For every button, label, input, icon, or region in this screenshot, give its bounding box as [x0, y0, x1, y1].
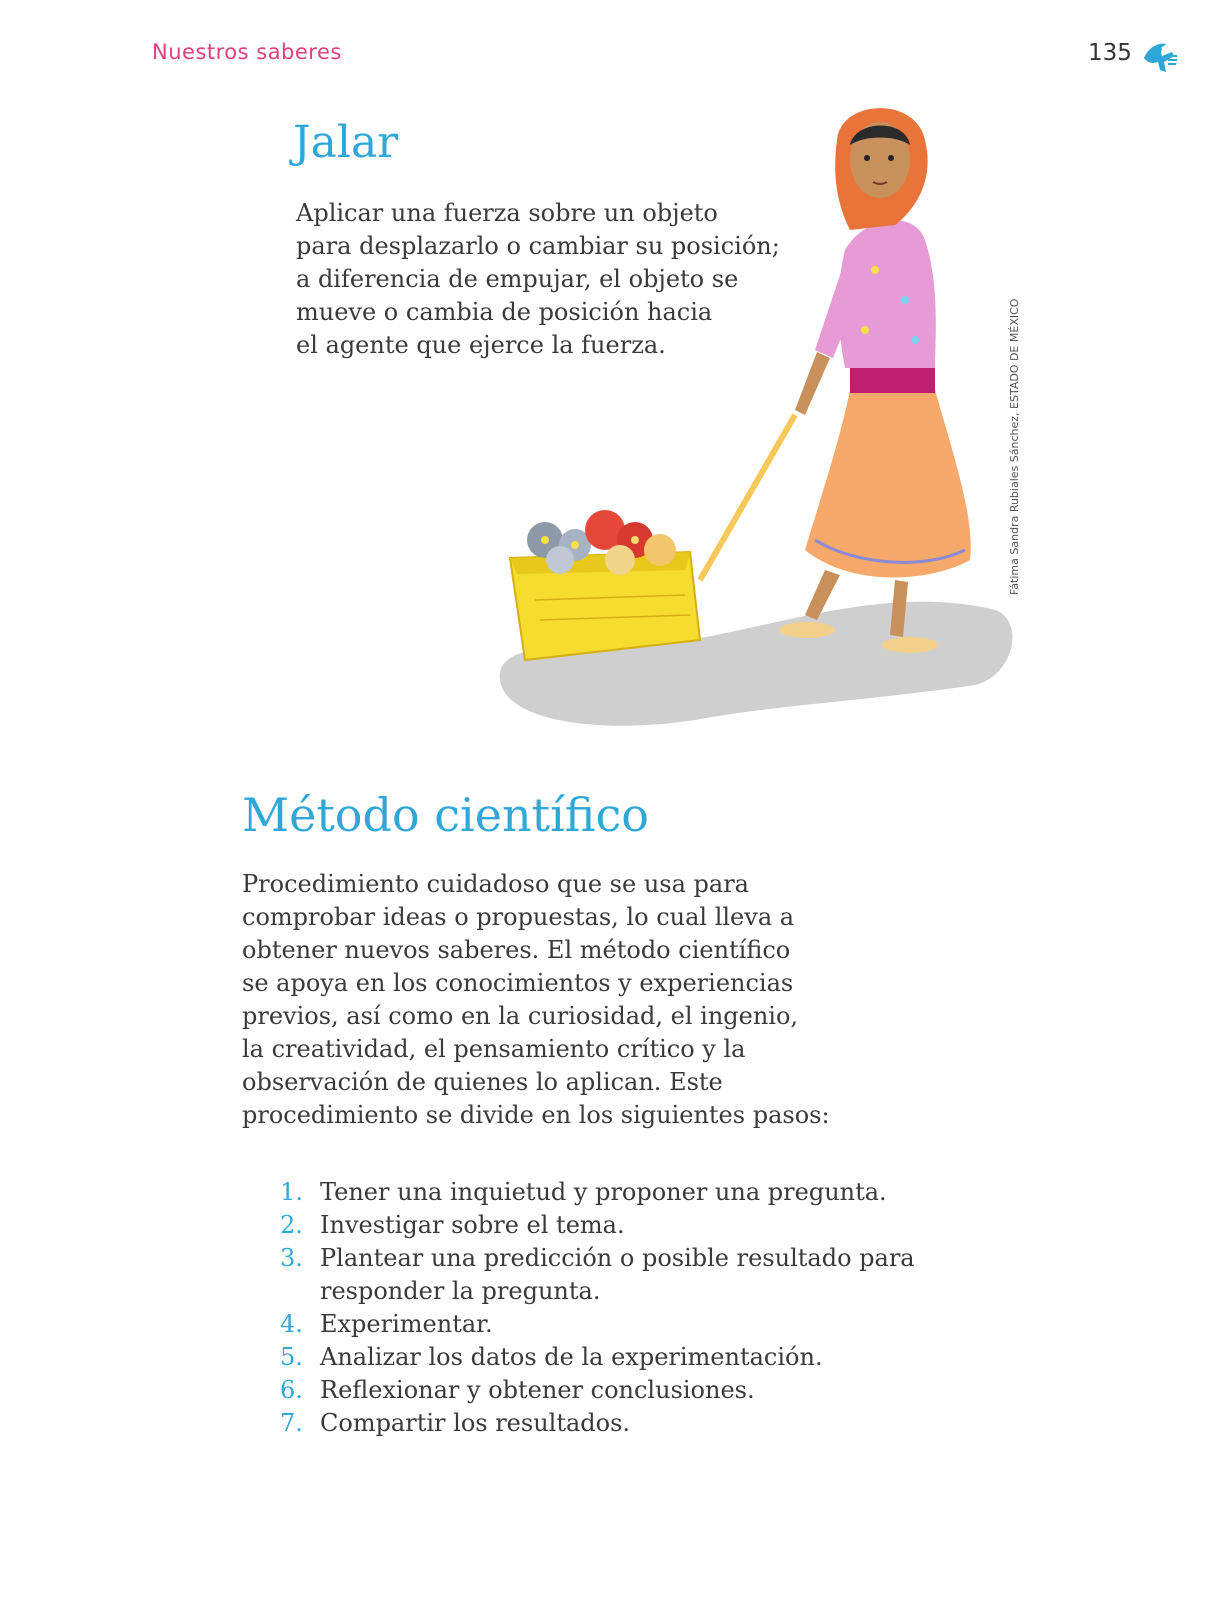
list-item [280, 1242, 920, 1308]
definition-line: para desplazarlo o cambiar su posición; [296, 232, 780, 260]
step-text: Plantear una predicción o posible resultado para responder la pregunta. [320, 1244, 915, 1305]
definition-line: Procedimiento cuidadoso que se usa para [242, 870, 749, 898]
girl-pulling-basket-illustration [495, 100, 1035, 740]
step-number: 1. [280, 1178, 303, 1206]
definition-line: Aplicar una fuerza sobre un objeto [296, 199, 718, 227]
illustration-credit: Fátima Sandra Rubiales Sánchez, ESTADO DE MÉXICO [1008, 298, 1021, 595]
scientific-method-steps [280, 1176, 920, 1440]
definition-line: obtener nuevos saberes. El método científico [242, 936, 791, 964]
definition-line: observación de quienes lo aplican. Este [242, 1068, 723, 1096]
step-number: 7. [280, 1409, 303, 1437]
step-text: Compartir los resultados. [320, 1409, 631, 1437]
list-item [280, 1308, 920, 1341]
step-number: 5. [280, 1343, 303, 1371]
step-number: 3. [280, 1244, 303, 1272]
entry-title-jalar: Jalar [293, 117, 399, 168]
list-item [280, 1209, 920, 1242]
step-text: Tener una inquietud y proponer una pregunta. [320, 1178, 887, 1206]
entry-definition-metodo-cientifico [242, 868, 862, 1132]
step-text: Analizar los datos de la experimentación. [320, 1343, 823, 1371]
definition-line: previos, así como en la curiosidad, el ingenio, [242, 1002, 799, 1030]
step-number: 4. [280, 1310, 303, 1338]
step-text: Experimentar. [320, 1310, 493, 1338]
list-item [280, 1176, 920, 1209]
running-head-section: Nuestros saberes [152, 40, 342, 64]
page-number: 135 [1088, 40, 1132, 66]
definition-line: la creatividad, el pensamiento crítico y la [242, 1035, 746, 1063]
step-text: Reflexionar y obtener conclusiones. [320, 1376, 755, 1404]
step-number: 6. [280, 1376, 303, 1404]
definition-line: el agente que ejerce la fuerza. [296, 331, 666, 359]
list-item [280, 1341, 920, 1374]
step-text: Investigar sobre el tema. [320, 1211, 625, 1239]
step-number: 2. [280, 1211, 303, 1239]
definition-line: procedimiento se divide en los siguientes pasos: [242, 1101, 830, 1129]
hand-bird-icon [1138, 36, 1180, 78]
list-item [280, 1407, 920, 1440]
list-item [280, 1374, 920, 1407]
definition-line: a diferencia de empujar, el objeto se [296, 265, 739, 293]
entry-title-metodo-cientifico: Método científico [242, 788, 649, 842]
definition-line: comprobar ideas o propuestas, lo cual lleva a [242, 903, 795, 931]
definition-line: mueve o cambia de posición hacia [296, 298, 713, 326]
definition-line: se apoya en los conocimientos y experiencias [242, 969, 794, 997]
